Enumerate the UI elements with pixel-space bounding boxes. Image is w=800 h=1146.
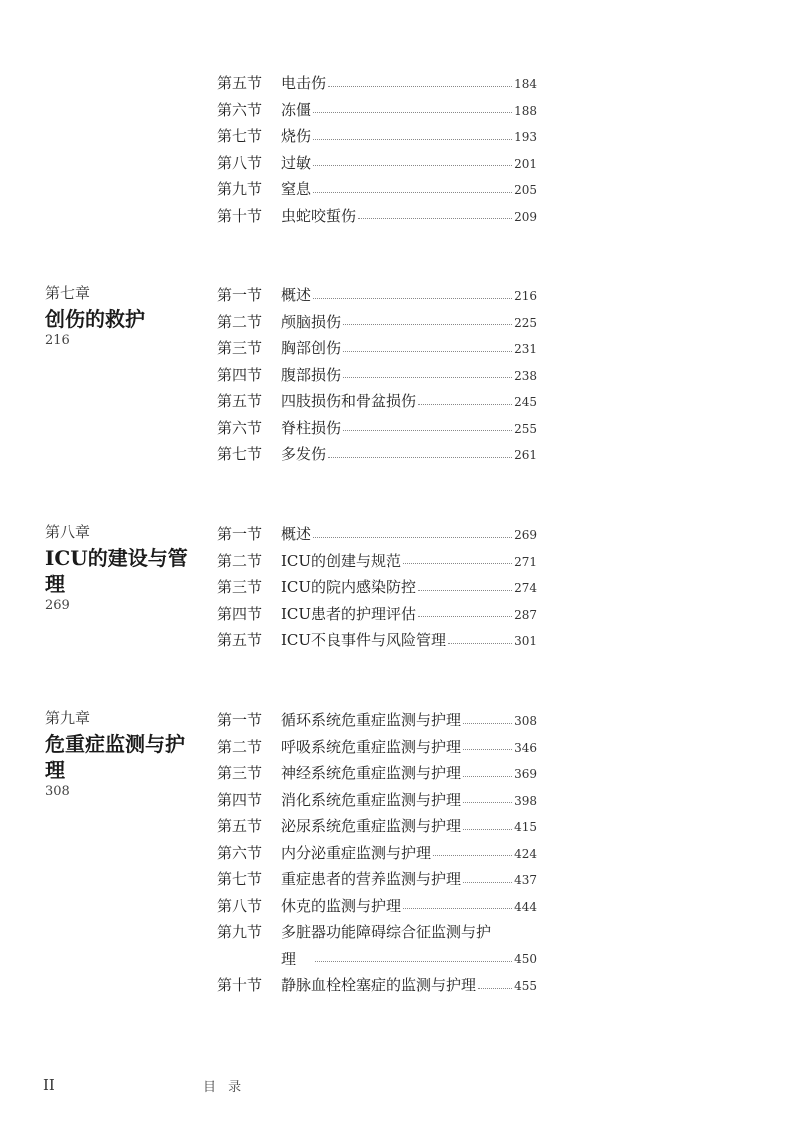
chapter-number: 第九章 <box>45 709 91 727</box>
dot-leader <box>313 165 512 166</box>
section-number: 第三节 <box>217 764 263 782</box>
toc-entry[interactable] <box>217 176 537 203</box>
toc-entry[interactable] <box>217 203 537 230</box>
section-number: 第一节 <box>217 711 263 729</box>
section-page: 261 <box>514 448 537 462</box>
section-page: 205 <box>514 183 537 197</box>
dot-leader <box>418 590 512 591</box>
section-title: 泌尿系统危重症监测与护理 <box>281 817 462 835</box>
toc-entry[interactable] <box>217 601 537 628</box>
section-title: 四肢损伤和骨盆损伤 <box>281 392 417 410</box>
section-page: 369 <box>514 767 537 781</box>
section-title: 烧伤 <box>281 127 312 145</box>
section-list <box>217 521 537 654</box>
toc-entry[interactable] <box>217 972 537 999</box>
section-number: 第八节 <box>217 153 263 172</box>
dot-leader <box>343 351 512 352</box>
dot-leader <box>313 537 512 538</box>
toc-entry[interactable] <box>217 548 537 575</box>
section-number: 第九节 <box>217 180 263 198</box>
dot-leader <box>403 908 512 909</box>
section-number: 第四节 <box>217 365 263 384</box>
toc-entry[interactable] <box>217 97 537 124</box>
section-title: 重症患者的营养监测与护理 <box>281 870 462 888</box>
section-number: 第四节 <box>217 790 263 809</box>
section-list <box>217 70 537 229</box>
toc-entry[interactable] <box>217 574 537 601</box>
section-number: 第七节 <box>217 445 263 463</box>
section-page: 424 <box>514 846 537 861</box>
section-title: 胸部创伤 <box>281 339 342 357</box>
section-page: 274 <box>514 581 537 595</box>
section-title: 腹部损伤 <box>281 365 342 384</box>
section-page: 398 <box>514 793 537 808</box>
dot-leader <box>463 802 512 803</box>
chapter-number: 第八章 <box>45 523 91 541</box>
dot-leader <box>313 192 512 193</box>
dot-leader <box>343 430 512 431</box>
toc-entry[interactable] <box>217 893 537 920</box>
chapter-heading <box>45 521 195 615</box>
section-title: 冻僵 <box>281 100 312 119</box>
section-page: 245 <box>514 395 537 409</box>
section-number: 第八节 <box>217 896 263 915</box>
section-page: 308 <box>514 714 537 728</box>
section-number: 第七节 <box>217 870 263 888</box>
section-page: 231 <box>514 342 537 356</box>
section-number: 第五节 <box>217 817 263 835</box>
section-page: 450 <box>514 951 537 966</box>
toc-entry[interactable] <box>217 415 537 442</box>
dot-leader <box>313 112 512 113</box>
dot-leader <box>328 457 512 458</box>
section-number: 第三节 <box>217 578 263 596</box>
section-page: 455 <box>514 979 537 993</box>
dot-leader <box>313 298 512 299</box>
section-page: 201 <box>514 156 537 171</box>
section-title: 消化系统危重症监测与护理 <box>281 790 462 809</box>
toc-entry[interactable] <box>217 840 537 867</box>
toc-entry[interactable] <box>217 362 537 389</box>
section-title: 呼吸系统危重症监测与护理 <box>281 737 462 756</box>
section-page: 209 <box>514 209 537 224</box>
toc-entry[interactable] <box>217 282 537 309</box>
toc-entry[interactable] <box>217 787 537 814</box>
section-title: 虫蛇咬蜇伤 <box>281 206 357 225</box>
section-number: 第九节 <box>217 923 263 941</box>
section-title: 窒息 <box>281 180 312 198</box>
toc-entry[interactable] <box>217 627 537 654</box>
footer-page-number: II <box>43 1076 55 1094</box>
dot-leader <box>343 324 512 325</box>
section-number: 第十节 <box>217 976 263 994</box>
dot-leader <box>433 855 512 856</box>
section-page: 238 <box>514 368 537 383</box>
section-number: 第五节 <box>217 392 263 410</box>
toc-entry[interactable] <box>217 441 537 468</box>
section-title: 颅脑损伤 <box>281 312 342 331</box>
section-number: 第五节 <box>217 74 263 92</box>
chapter-page: 269 <box>45 598 70 613</box>
section-page: 193 <box>514 130 537 144</box>
section-number: 第七节 <box>217 127 263 145</box>
section-number: 第一节 <box>217 286 263 304</box>
chapter-page: 216 <box>45 333 70 348</box>
dot-leader <box>463 749 512 750</box>
dot-leader <box>358 218 512 219</box>
section-title: 休克的监测与护理 <box>281 896 402 915</box>
toc-entry[interactable] <box>217 70 537 97</box>
section-page: 255 <box>514 421 537 436</box>
section-title: 电击伤 <box>281 74 327 92</box>
toc-entry[interactable] <box>217 734 537 761</box>
chapter-title[interactable]: 创伤的救护 <box>45 307 145 331</box>
dot-leader <box>463 882 512 883</box>
section-number: 第一节 <box>217 525 263 543</box>
dot-leader <box>478 988 512 989</box>
chapter-page: 308 <box>45 784 70 799</box>
section-page: 444 <box>514 899 537 914</box>
section-title: 静脉血栓栓塞症的监测与护理 <box>281 976 477 994</box>
toc-entry[interactable] <box>217 866 537 893</box>
section-number: 第六节 <box>217 100 263 119</box>
section-number: 第六节 <box>217 843 263 862</box>
toc-entry[interactable] <box>217 150 537 177</box>
toc-entry[interactable] <box>217 813 537 840</box>
chapter-title[interactable]: 危重症监测与护理 <box>45 732 185 782</box>
dot-leader <box>463 829 512 830</box>
section-page: 437 <box>514 873 537 887</box>
chapter-heading <box>45 707 195 801</box>
section-title: ICU的创建与规范 <box>281 551 402 570</box>
section-page: 287 <box>514 607 537 622</box>
section-title: ICU的院内感染防控 <box>281 578 417 596</box>
chapter-heading <box>45 282 195 350</box>
chapter-number: 第七章 <box>45 284 91 302</box>
dot-leader <box>418 404 512 405</box>
dot-leader <box>403 563 512 564</box>
dot-leader <box>418 616 512 617</box>
section-page: 301 <box>514 634 537 648</box>
section-page: 184 <box>514 77 537 91</box>
toc-entry[interactable] <box>217 388 537 415</box>
section-list <box>217 282 537 468</box>
section-page: 415 <box>514 820 537 834</box>
section-page: 188 <box>514 103 537 118</box>
section-title: 循环系统危重症监测与护理 <box>281 711 462 729</box>
section-page: 216 <box>514 289 537 303</box>
toc-entry[interactable] <box>217 335 537 362</box>
section-title: ICU不良事件与风险管理 <box>281 631 447 649</box>
section-title: ICU患者的护理评估 <box>281 604 417 623</box>
section-number: 第五节 <box>217 631 263 649</box>
dot-leader <box>328 86 512 87</box>
dot-leader <box>448 643 512 644</box>
section-title: 脊柱损伤 <box>281 418 342 437</box>
footer-title: 目 录 <box>203 1080 246 1095</box>
section-number: 第四节 <box>217 604 263 623</box>
dot-leader <box>463 723 512 724</box>
chapter-title[interactable]: ICU的建设与管理 <box>45 546 188 596</box>
section-list <box>217 707 537 999</box>
section-number: 第二节 <box>217 551 263 570</box>
section-page: 271 <box>514 554 537 569</box>
section-page: 269 <box>514 528 537 542</box>
toc-entry[interactable] <box>217 521 537 548</box>
dot-leader <box>315 961 512 962</box>
section-page: 346 <box>514 740 537 755</box>
section-title: 多脏器功能障碍综合征监测与护理 <box>281 923 492 968</box>
section-page: 225 <box>514 315 537 330</box>
toc-entry[interactable] <box>217 760 537 787</box>
toc-entry[interactable] <box>217 309 537 336</box>
section-number: 第二节 <box>217 312 263 331</box>
section-title: 内分泌重症监测与护理 <box>281 843 432 862</box>
dot-leader <box>463 776 512 777</box>
section-number: 第十节 <box>217 206 263 225</box>
toc-entry[interactable] <box>217 123 537 150</box>
section-title: 多发伤 <box>281 445 327 463</box>
section-title: 概述 <box>281 286 312 304</box>
section-title: 神经系统危重症监测与护理 <box>281 764 462 782</box>
dot-leader <box>343 377 512 378</box>
toc-entry[interactable] <box>217 707 537 734</box>
section-number: 第二节 <box>217 737 263 756</box>
section-title: 概述 <box>281 525 312 543</box>
section-title: 过敏 <box>281 153 312 172</box>
section-number: 第三节 <box>217 339 263 357</box>
section-number: 第六节 <box>217 418 263 437</box>
dot-leader <box>313 139 512 140</box>
